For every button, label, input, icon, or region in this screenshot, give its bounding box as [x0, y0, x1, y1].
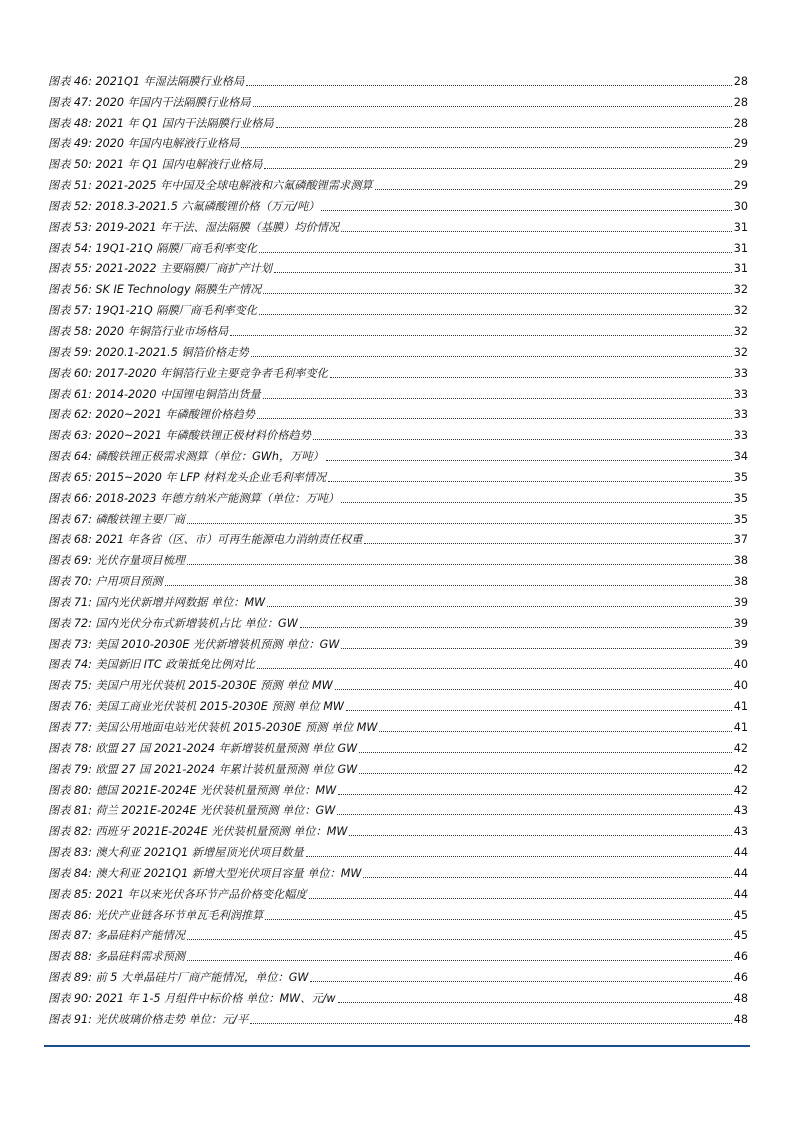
toc-entry-label: 图表 86: 光伏产业链各环节单瓦毛利润推算: [48, 908, 264, 922]
toc-leader-dots: [253, 105, 732, 107]
toc-entry-page: 44: [733, 887, 748, 901]
toc-entry[interactable]: [48, 985, 748, 1006]
toc-leader-dots: [251, 355, 732, 357]
toc-leader-dots: [313, 438, 732, 440]
toc-entry[interactable]: [48, 235, 748, 256]
toc-leader-dots: [335, 688, 732, 690]
toc-leader-dots: [187, 563, 732, 565]
toc-entry[interactable]: [48, 860, 748, 881]
toc-entry[interactable]: [48, 1006, 748, 1027]
toc-leader-dots: [338, 793, 732, 795]
toc-entry-label: 图表 50: 2021 年 Q1 国内电解液行业格局: [48, 158, 263, 172]
toc-leader-dots: [328, 480, 732, 482]
toc-entry[interactable]: [48, 714, 748, 735]
toc-entry-page: 41: [733, 700, 748, 714]
toc-leader-dots: [338, 1001, 732, 1003]
toc-entry-label: 图表 91: 光伏玻璃价格走势 单位：元/平: [48, 1012, 249, 1026]
toc-entry-page: 33: [733, 387, 748, 401]
toc-leader-dots: [337, 813, 731, 815]
toc-entry[interactable]: [48, 923, 748, 944]
toc-entry[interactable]: [48, 818, 748, 839]
toc-entry-page: 32: [733, 304, 748, 318]
toc-entry-page: 43: [733, 825, 748, 839]
toc-entry-label: 图表 66: 2018-2023 年德方纳米产能测算（单位：万吨）: [48, 491, 340, 505]
toc-entry-label: 图表 65: 2015~2020 年 LFP 材料龙头企业毛利率情况: [48, 470, 327, 484]
toc-entry-label: 图表 73: 美国 2010-2030E 光伏新增装机预测 单位：GW: [48, 637, 340, 651]
toc-leader-dots: [375, 188, 732, 190]
toc-entry-label: 图表 47: 2020 年国内干法隔膜行业格局: [48, 95, 251, 109]
toc-entry[interactable]: [48, 443, 748, 464]
toc-leader-dots: [309, 897, 732, 899]
toc-leader-dots: [310, 980, 731, 982]
toc-entry[interactable]: [48, 485, 748, 506]
toc-leader-dots: [341, 501, 732, 503]
toc-entry-label: 图表 54: 19Q1-21Q 隔膜厂商毛利率变化: [48, 241, 257, 255]
toc-leader-dots: [321, 209, 731, 211]
toc-entry-label: 图表 52: 2018.3-2021.5 六氟磷酸锂价格（万元/吨）: [48, 199, 320, 213]
toc-entry[interactable]: [48, 360, 748, 381]
toc-entry[interactable]: [48, 256, 748, 277]
toc-entry[interactable]: [48, 172, 748, 193]
toc-leader-dots: [267, 605, 732, 607]
toc-entry-page: 46: [733, 971, 748, 985]
toc-leader-dots: [246, 84, 732, 86]
toc-leader-dots: [187, 522, 732, 524]
toc-entry-label: 图表 70: 户用项目预测: [48, 575, 163, 589]
toc-entry-page: 29: [733, 137, 748, 151]
toc-entry-label: 图表 53: 2019-2021 年干法、湿法隔膜（基膜）均价情况: [48, 220, 340, 234]
toc-leader-dots: [241, 146, 731, 148]
toc-leader-dots: [259, 313, 732, 315]
toc-leader-dots: [187, 938, 732, 940]
toc-entry-page: 37: [733, 533, 748, 547]
toc-entry[interactable]: [48, 547, 748, 568]
toc-entry-page: 35: [733, 491, 748, 505]
toc-leader-dots: [276, 126, 732, 128]
toc-entry-label: 图表 69: 光伏存量项目梳理: [48, 554, 185, 568]
toc-entry[interactable]: [48, 318, 748, 339]
toc-entry-label: 图表 74: 美国新旧 ITC 政策抵免比例对比: [48, 658, 255, 672]
toc-leader-dots: [341, 647, 731, 649]
toc-entry-label: 图表 78: 欧盟 27 国 2021-2024 年新增装机量预测 单位 GW: [48, 741, 358, 755]
toc-leader-dots: [359, 772, 732, 774]
toc-leader-dots: [274, 271, 732, 273]
toc-leader-dots: [306, 855, 732, 857]
toc-entry[interactable]: [48, 589, 748, 610]
toc-entry-label: 图表 87: 多晶硅料产能情况: [48, 929, 185, 943]
toc-entry-label: 图表 55: 2021-2022 主要隔膜厂商扩产计划: [48, 262, 272, 276]
toc-leader-dots: [363, 876, 731, 878]
toc-entry[interactable]: [48, 214, 748, 235]
toc-entry-page: 39: [733, 595, 748, 609]
toc-entry-label: 图表 49: 2020 年国内电解液行业格局: [48, 137, 240, 151]
toc-entry-label: 图表 82: 西班牙 2021E-2024E 光伏装机量预测 单位：MW: [48, 825, 348, 839]
toc-entry[interactable]: [48, 381, 748, 402]
toc-entry-page: 42: [733, 783, 748, 797]
toc-entry-page: 40: [733, 658, 748, 672]
toc-entry-label: 图表 59: 2020.1-2021.5 铜箔价格走势: [48, 345, 249, 359]
toc-entry-label: 图表 60: 2017-2020 年铜箔行业主要竞争者毛利率变化: [48, 366, 328, 380]
toc-entry-page: 46: [733, 950, 748, 964]
toc-entry[interactable]: [48, 610, 748, 631]
toc-entry-page: 30: [733, 199, 748, 213]
toc-entry[interactable]: [48, 131, 748, 152]
toc-entry[interactable]: [48, 464, 748, 485]
toc-entry-label: 图表 58: 2020 年铜箔行业市场格局: [48, 324, 229, 338]
toc-entry[interactable]: [48, 339, 748, 360]
toc-entry-page: 31: [733, 220, 748, 234]
toc-entry-page: 32: [733, 345, 748, 359]
toc-entry-label: 图表 81: 荷兰 2021E-2024E 光伏装机量预测 单位：GW: [48, 804, 336, 818]
toc-entry-page: 28: [733, 74, 748, 88]
toc-entry-page: 48: [733, 991, 748, 1005]
toc-entry[interactable]: [48, 964, 748, 985]
toc-entry-page: 35: [733, 470, 748, 484]
toc-entry[interactable]: [48, 943, 748, 964]
toc-entry-page: 42: [733, 741, 748, 755]
toc-entry[interactable]: [48, 297, 748, 318]
toc-entry-page: 40: [733, 679, 748, 693]
toc-entry[interactable]: [48, 68, 748, 89]
toc-leader-dots: [257, 667, 732, 669]
toc-leader-dots: [330, 376, 732, 378]
toc-entry[interactable]: [48, 506, 748, 527]
toc-entry-page: 33: [733, 408, 748, 422]
toc-entry[interactable]: [48, 652, 748, 673]
toc-entry-page: 31: [733, 241, 748, 255]
toc-entry[interactable]: [48, 402, 748, 423]
toc-entry-page: 48: [733, 1012, 748, 1026]
toc-entry[interactable]: [48, 798, 748, 819]
toc-entry[interactable]: [48, 672, 748, 693]
toc-entry-label: 图表 75: 美国户用光伏装机 2015-2030E 预测 单位 MW: [48, 679, 333, 693]
toc-entry-label: 图表 83: 澳大利亚 2021Q1 新增屋顶光伏项目数量: [48, 846, 304, 860]
toc-leader-dots: [250, 1022, 731, 1024]
table-of-figures: [48, 68, 748, 1027]
toc-entry-label: 图表 89: 前 5 大单晶硅片厂商产能情况，单位：GW: [48, 971, 309, 985]
toc-entry-label: 图表 48: 2021 年 Q1 国内干法隔膜行业格局: [48, 116, 274, 130]
toc-entry[interactable]: [48, 89, 748, 110]
toc-entry-label: 图表 67: 磷酸铁锂主要厂商: [48, 512, 185, 526]
toc-entry-label: 图表 71: 国内光伏新增并网数据 单位：MW: [48, 595, 266, 609]
toc-entry-label: 图表 57: 19Q1-21Q 隔膜厂商毛利率变化: [48, 304, 257, 318]
toc-entry-page: 33: [733, 429, 748, 443]
toc-entry-page: 43: [733, 804, 748, 818]
toc-entry-label: 图表 56: SK IE Technology 隔膜生产情况: [48, 283, 262, 297]
toc-leader-dots: [230, 334, 732, 336]
toc-leader-dots: [263, 292, 731, 294]
toc-leader-dots: [259, 251, 732, 253]
toc-entry[interactable]: [48, 902, 748, 923]
toc-leader-dots: [165, 584, 732, 586]
toc-entry[interactable]: [48, 839, 748, 860]
toc-entry-page: 38: [733, 554, 748, 568]
toc-entry[interactable]: [48, 881, 748, 902]
toc-entry[interactable]: [48, 110, 748, 131]
toc-entry-page: 29: [733, 158, 748, 172]
toc-entry-page: 28: [733, 116, 748, 130]
toc-leader-dots: [349, 834, 731, 836]
toc-entry-page: 45: [733, 908, 748, 922]
toc-entry[interactable]: [48, 631, 748, 652]
toc-entry-page: 44: [733, 866, 748, 880]
toc-entry-label: 图表 79: 欧盟 27 国 2021-2024 年累计装机量预测 单位 GW: [48, 762, 358, 776]
toc-entry-page: 31: [733, 262, 748, 276]
toc-entry-page: 42: [733, 762, 748, 776]
toc-entry-page: 45: [733, 929, 748, 943]
toc-entry[interactable]: [48, 693, 748, 714]
toc-entry-label: 图表 63: 2020~2021 年磷酸铁锂正极材料价格趋势: [48, 429, 311, 443]
toc-leader-dots: [187, 959, 732, 961]
toc-entry[interactable]: [48, 276, 748, 297]
toc-entry-page: 28: [733, 95, 748, 109]
toc-leader-dots: [341, 230, 732, 232]
toc-leader-dots: [265, 918, 731, 920]
toc-leader-dots: [264, 167, 731, 169]
toc-entry-label: 图表 62: 2020~2021 年磷酸锂价格趋势: [48, 408, 255, 422]
toc-entry[interactable]: [48, 151, 748, 172]
toc-entry[interactable]: [48, 756, 748, 777]
toc-entry-label: 图表 88: 多晶硅料需求预测: [48, 950, 185, 964]
toc-leader-dots: [359, 751, 732, 753]
toc-entry-page: 32: [733, 324, 748, 338]
toc-entry-label: 图表 84: 澳大利亚 2021Q1 新增大型光伏项目容量 单位：MW: [48, 866, 362, 880]
toc-entry[interactable]: [48, 193, 748, 214]
toc-entry[interactable]: [48, 422, 748, 443]
toc-entry-label: 图表 85: 2021 年以来光伏各环节产品价格变化幅度: [48, 887, 307, 901]
toc-leader-dots: [364, 542, 731, 544]
toc-entry-page: 41: [733, 721, 748, 734]
toc-leader-dots: [326, 459, 732, 461]
toc-entry-page: 44: [733, 846, 748, 860]
toc-entry-label: 图表 51: 2021-2025 年中国及全球电解液和六氟磷酸锂需求测算: [48, 179, 373, 193]
toc-entry-page: 39: [733, 616, 748, 630]
toc-entry-page: 29: [733, 179, 748, 193]
toc-entry[interactable]: [48, 568, 748, 589]
toc-entry-label: 图表 61: 2014-2020 中国锂电铜箔出货量: [48, 387, 261, 401]
toc-leader-dots: [300, 626, 732, 628]
toc-entry[interactable]: [48, 735, 748, 756]
toc-entry-page: 34: [733, 450, 748, 464]
toc-entry-page: 35: [733, 512, 748, 526]
toc-entry-label: 图表 76: 美国工商业光伏装机 2015-2030E 预测 单位 MW: [48, 700, 344, 714]
toc-entry-label: 图表 68: 2021 年各省（区、市）可再生能源电力消纳责任权重: [48, 533, 363, 547]
toc-leader-dots: [257, 417, 732, 419]
toc-entry-label: 图表 90: 2021 年 1-5 月组件中标价格 单位：MW、元/w: [48, 991, 336, 1005]
footer-divider: [44, 1045, 750, 1047]
toc-leader-dots: [346, 709, 732, 711]
toc-entry-page: 33: [733, 366, 748, 380]
toc-entry[interactable]: [48, 777, 748, 798]
toc-entry-page: 38: [733, 575, 748, 589]
toc-entry-page: 39: [733, 637, 748, 651]
toc-entry-label: 图表 77: 美国公用地面电站光伏装机 2015-2030E 预测 单位 MW: [48, 721, 378, 734]
toc-entry-label: 图表 46: 2021Q1 年湿法隔膜行业格局: [48, 74, 245, 88]
toc-entry-label: 图表 72: 国内光伏分布式新增装机占比 单位：GW: [48, 616, 298, 630]
toc-entry-label: 图表 80: 德国 2021E-2024E 光伏装机量预测 单位：MW: [48, 783, 337, 797]
toc-entry[interactable]: [48, 527, 748, 548]
toc-leader-dots: [263, 397, 732, 399]
toc-entry-label: 图表 64: 磷酸铁锂正极需求测算（单位：GWh，万吨）: [48, 450, 324, 464]
toc-entry-page: 32: [733, 283, 748, 297]
toc-leader-dots: [379, 730, 731, 732]
